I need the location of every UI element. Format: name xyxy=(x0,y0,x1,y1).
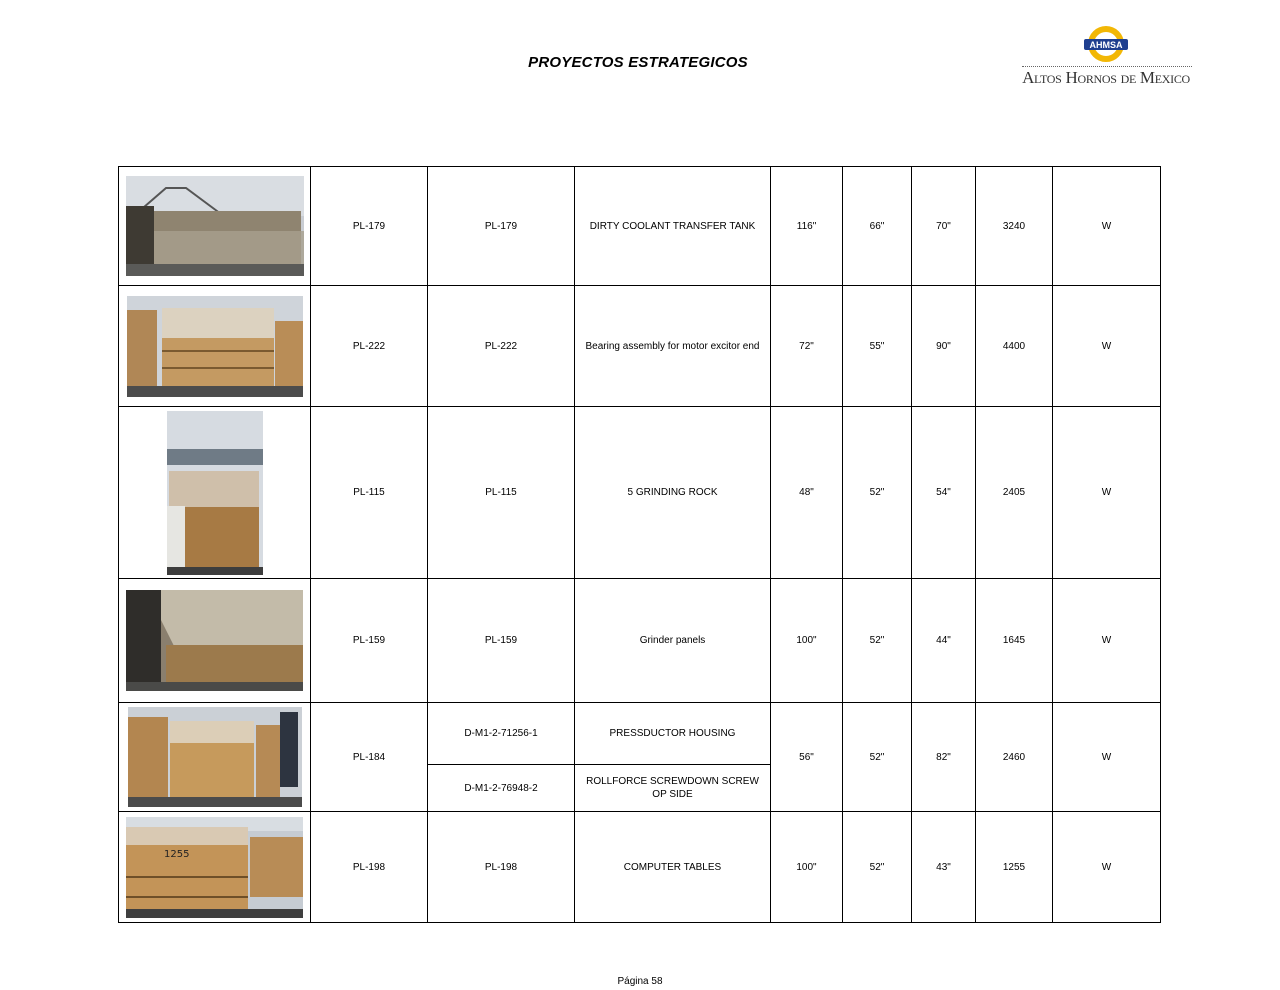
length-cell: 72" xyxy=(771,286,843,407)
height-cell: 90" xyxy=(912,286,976,407)
crate-photo-rock xyxy=(167,411,263,575)
flag-cell: W xyxy=(1053,579,1161,703)
flag-cell: W xyxy=(1053,703,1161,812)
flag-cell: W xyxy=(1053,407,1161,579)
packing-list-cell: PL-115 xyxy=(311,407,428,579)
weight-cell: 1645 xyxy=(976,579,1053,703)
width-cell: 52" xyxy=(843,579,912,703)
table-row xyxy=(119,579,1161,703)
table-row xyxy=(119,812,1161,923)
ahmsa-badge-icon xyxy=(1082,26,1130,62)
page-title: PROYECTOS ESTRATEGICOS xyxy=(528,54,748,71)
description-cell: COMPUTER TABLES xyxy=(575,812,771,923)
width-cell: 52" xyxy=(843,407,912,579)
photo-cell xyxy=(119,703,311,812)
logo-text: Altos Hornos de Mexico xyxy=(1022,68,1190,87)
length-cell: 100" xyxy=(771,812,843,923)
height-cell: 82" xyxy=(912,703,976,812)
packing-list-cell: PL-184 xyxy=(311,703,428,812)
description-cell: DIRTY COOLANT TRANSFER TANK xyxy=(575,167,771,286)
length-cell: 100" xyxy=(771,579,843,703)
part-number-cell: D-M1-2-71256-1 xyxy=(428,703,575,765)
crate-photo-panels xyxy=(126,590,303,691)
flag-cell: W xyxy=(1053,167,1161,286)
table-row xyxy=(119,167,1161,286)
crate-photo-tank xyxy=(126,176,304,276)
photo-cell xyxy=(119,286,311,407)
part-number-cell: D-M1-2-76948-2 xyxy=(428,765,575,812)
logo-divider xyxy=(1022,66,1192,67)
logo-badge-text: AHMSA xyxy=(1089,40,1123,50)
height-cell: 70" xyxy=(912,167,976,286)
page-number: Página 58 xyxy=(617,976,663,987)
packing-list-cell: PL-198 xyxy=(311,812,428,923)
description-cell: ROLLFORCE SCREWDOWN SCREW OP SIDE xyxy=(575,765,771,812)
weight-cell: 4400 xyxy=(976,286,1053,407)
part-number-cell: PL-198 xyxy=(428,812,575,923)
part-number-cell: PL-159 xyxy=(428,579,575,703)
description-cell: Bearing assembly for motor excitor end xyxy=(575,286,771,407)
length-cell: 116" xyxy=(771,167,843,286)
crate-photo-tables xyxy=(126,817,303,918)
weight-cell: 3240 xyxy=(976,167,1053,286)
width-cell: 52" xyxy=(843,703,912,812)
table-row xyxy=(119,703,1161,765)
width-cell: 66" xyxy=(843,167,912,286)
photo-cell xyxy=(119,579,311,703)
flag-cell: W xyxy=(1053,286,1161,407)
photo-cell xyxy=(119,167,311,286)
crate-photo-pressductor xyxy=(128,707,302,807)
weight-cell: 2460 xyxy=(976,703,1053,812)
length-cell: 56" xyxy=(771,703,843,812)
company-logo xyxy=(1020,26,1192,88)
items-table xyxy=(118,166,1161,923)
weight-cell: 1255 xyxy=(976,812,1053,923)
part-number-cell: PL-179 xyxy=(428,167,575,286)
height-cell: 43" xyxy=(912,812,976,923)
description-cell: PRESSDUCTOR HOUSING xyxy=(575,703,771,765)
part-number-cell: PL-115 xyxy=(428,407,575,579)
width-cell: 52" xyxy=(843,812,912,923)
photo-cell xyxy=(119,812,311,923)
packing-list-cell: PL-222 xyxy=(311,286,428,407)
photo-cell xyxy=(119,407,311,579)
table-row xyxy=(119,407,1161,579)
part-number-cell: PL-222 xyxy=(428,286,575,407)
packing-list-cell: PL-159 xyxy=(311,579,428,703)
height-cell: 54" xyxy=(912,407,976,579)
crate-photo-bearing xyxy=(127,296,303,397)
height-cell: 44" xyxy=(912,579,976,703)
description-cell: Grinder panels xyxy=(575,579,771,703)
crate-mark-text: 1255 xyxy=(164,848,190,860)
packing-list-cell: PL-179 xyxy=(311,167,428,286)
width-cell: 55" xyxy=(843,286,912,407)
weight-cell: 2405 xyxy=(976,407,1053,579)
length-cell: 48" xyxy=(771,407,843,579)
description-cell: 5 GRINDING ROCK xyxy=(575,407,771,579)
flag-cell: W xyxy=(1053,812,1161,923)
table-row xyxy=(119,286,1161,407)
